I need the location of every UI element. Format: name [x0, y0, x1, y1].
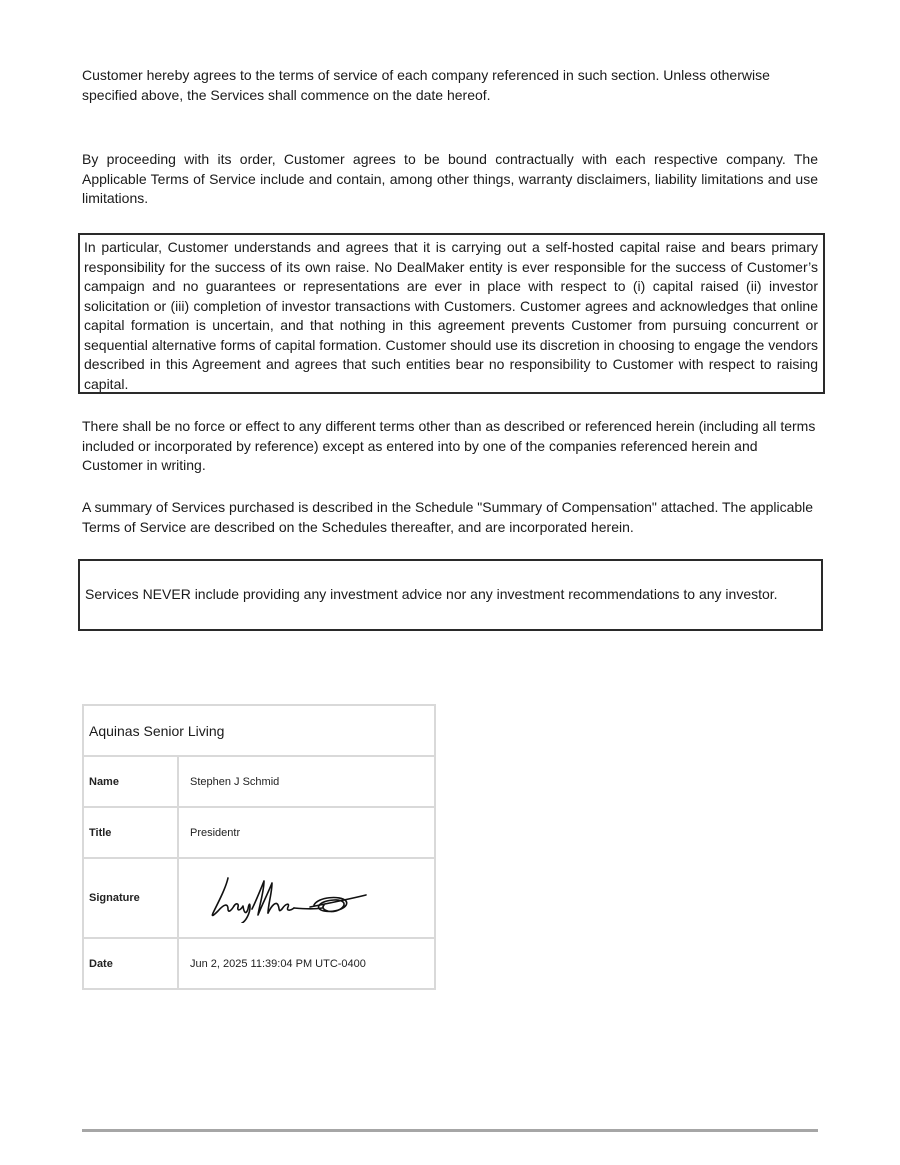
title-value: Presidentr	[178, 807, 435, 858]
paragraph-no-different-terms: There shall be no force or effect to any different terms other than as described or referenced herein (including all terms included or incorporated by reference) except as entered into by one of the companies referenced herein and Customer in writing.	[82, 418, 816, 473]
notice-box-self-hosted-raise	[78, 233, 825, 394]
name-label: Name	[83, 756, 178, 807]
handwritten-signature-icon	[206, 873, 376, 923]
paragraph-bound-contractually: By proceeding with its order, Customer agrees to be bound contractually with each respective company. The Applicable Terms of Service include and contain, among other things, warranty disclaimers, liability limitations and use limitations.	[82, 151, 818, 206]
company-name: Aquinas Senior Living	[83, 705, 435, 756]
disclaimer-box-no-investment-advice	[78, 559, 823, 631]
title-label: Title	[83, 807, 178, 858]
paragraph-summary-of-services: A summary of Services purchased is described in the Schedule "Summary of Compensation" attached. The applicable Terms of Service are described on the Schedules thereafter, and are incorporated herein.	[82, 499, 814, 535]
table-row-signature	[83, 858, 435, 938]
table-row-name	[83, 756, 435, 807]
table-row-date	[83, 938, 435, 989]
notice-text: In particular, Customer understands and agrees that it is carrying out a self-hosted capital raise and bears primary responsibility for the success of its own raise. No DealMaker entity is ever responsible for the success of Customer’s campaign and no guarantees or representations are ever in place with respect to (i) capital raised (ii) investor solicitation or (iii) completion of investor transactions with Customers. Customer agrees and acknowledges that online capital formation is uncertain, and that nothing in this agreement prevents Customer from pursuing concurrent or sequential alternative forms of capital formation. Customer should use its discretion in choosing to engage the vendors described in this Agreement and agrees that such entities bear no responsibility to Customer with respect to raising capital.	[84, 239, 818, 392]
table-row-title	[83, 807, 435, 858]
signature-cell	[178, 858, 435, 938]
date-label: Date	[83, 938, 178, 989]
footer-divider	[82, 1129, 818, 1132]
disclaimer-text: Services NEVER include providing any investment advice nor any investment recommendations to any investor.	[85, 586, 778, 603]
name-value: Stephen J Schmid	[178, 756, 435, 807]
signature-label: Signature	[83, 858, 178, 938]
signature-table	[82, 704, 436, 990]
paragraph-commencement: Customer hereby agrees to the terms of service of each company referenced in such section. Unless otherwise specified above, the Services shall commence on the date hereof.	[82, 67, 770, 103]
date-value: Jun 2, 2025 11:39:04 PM UTC-0400	[178, 938, 435, 989]
